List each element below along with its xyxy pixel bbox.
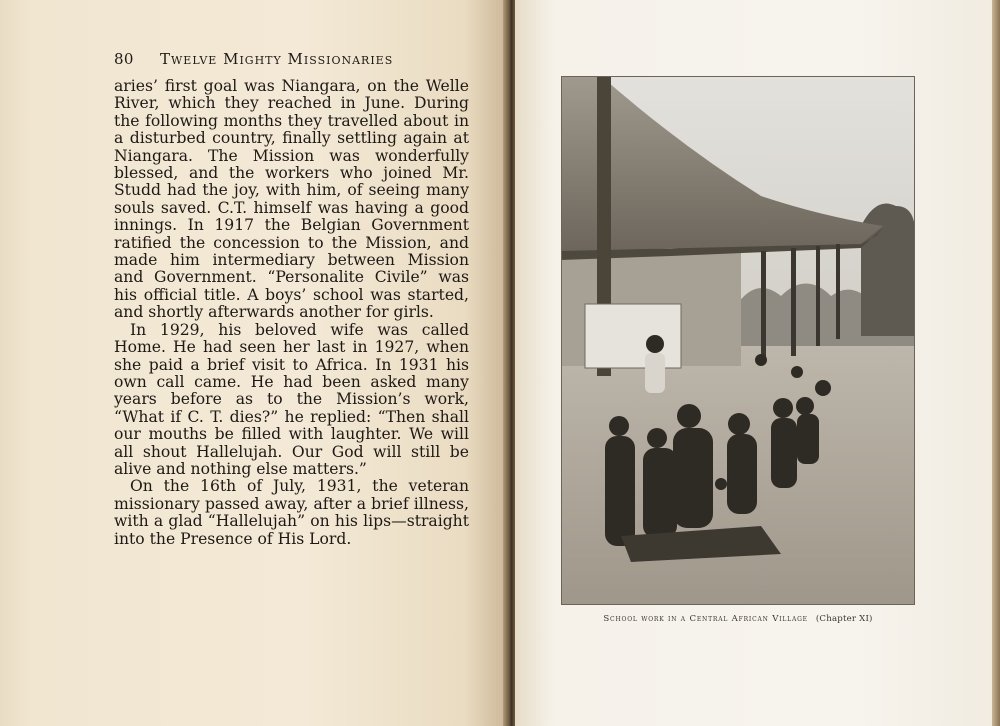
paragraph-3: On the 16th of July, 1931, the veteran missionary passed away, after a brief illness, with a glad “Hallelujah” on his lips—straight into the Presence of His Lord.: [114, 477, 469, 548]
caption-chapter-ref: (Chapter XI): [815, 614, 873, 624]
running-title: Twelve Mighty Missionaries: [160, 50, 394, 68]
caption-text: School work in a Central African Village: [603, 614, 808, 624]
body-text: [114, 78, 469, 548]
photo-caption: [561, 614, 915, 624]
running-header: [114, 50, 474, 68]
paragraph-2: In 1929, his beloved wife was called Home. He had seen her last in 1927, when she paid a brief visit to Africa. In 1931 his own call came. He had been asked many years before as to the Mission’s work, “What if C. T. dies?” he replied: “Then shall our mouths be filled with laughter. We will all shout Hallelujah. Our God will still be alive and nothing else matters.”: [114, 320, 469, 478]
photo-illustration: [561, 76, 915, 605]
paragraph-1: aries’ first goal was Niangara, on the Welle River, which they reached in June. During the following months they travelled about in a disturbed country, finally settling again at Niangara. The Mission was wonderfully blessed, and the workers who joined Mr. Studd had the joy, with him, of seeing many souls saved. C.T. himself was having a good innings. In 1917 the Belgian Government ratified the concession to the Mission, and made him intermediary between Mission and Government. “Personalite Civile” was his official title. A boys’ school was started, and shortly afterwards another for girls.: [114, 77, 469, 322]
page-edge: [992, 0, 1000, 726]
page-number: 80: [114, 50, 134, 68]
village-school-photo: [561, 76, 915, 605]
